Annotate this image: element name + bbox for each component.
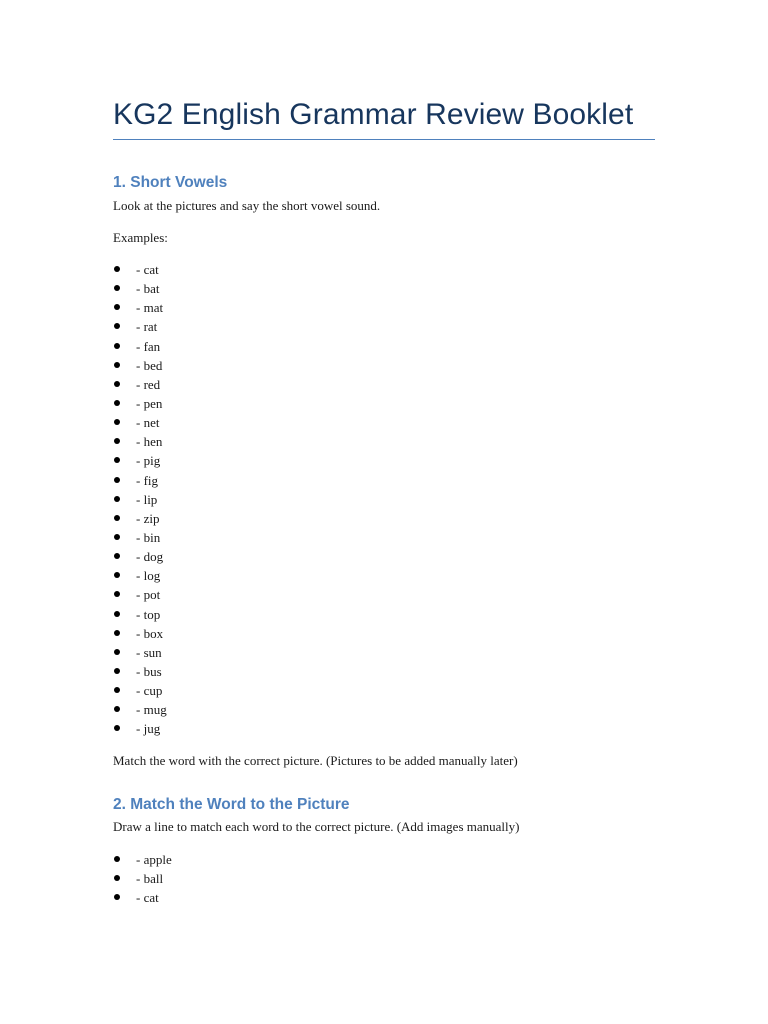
- bullet-icon: [114, 343, 120, 349]
- list-item-text: - dog: [136, 549, 164, 565]
- list-item: [113, 375, 655, 394]
- list-item-text: - cup: [136, 683, 163, 699]
- list-item-text: - lip: [136, 491, 158, 507]
- list-item-text: - mat: [136, 300, 164, 316]
- bullet-icon: [114, 457, 120, 463]
- list-item: [113, 471, 655, 490]
- bullet-icon: [114, 725, 120, 731]
- list-item: [113, 490, 655, 509]
- list-item-text: - bat: [136, 281, 160, 297]
- list-item-text: - rat: [136, 319, 158, 335]
- list-item: [113, 605, 655, 624]
- list-item: [113, 585, 655, 604]
- list-item: [113, 547, 655, 566]
- bullet-icon: [114, 875, 120, 881]
- list-item-text: - box: [136, 625, 164, 641]
- list-item-text: - fan: [136, 338, 161, 354]
- title-underline: [113, 139, 655, 140]
- bullet-icon: [114, 706, 120, 712]
- list-item-text: - jug: [136, 721, 161, 737]
- list-item: [113, 337, 655, 356]
- list-item-text: - log: [136, 568, 161, 584]
- bullet-icon: [114, 419, 120, 425]
- list-item-text: - bin: [136, 529, 161, 545]
- bullet-icon: [114, 553, 120, 559]
- list-item: [113, 413, 655, 432]
- list-item-text: - ball: [136, 870, 164, 886]
- list-item: [113, 509, 655, 528]
- bullet-icon: [114, 285, 120, 291]
- list-item-text: - pig: [136, 453, 161, 469]
- bullet-icon: [114, 438, 120, 444]
- list-item: [113, 624, 655, 643]
- bullet-icon: [114, 630, 120, 636]
- match-word-list: [113, 850, 655, 907]
- list-item-text: - top: [136, 606, 161, 622]
- list-item: [113, 719, 655, 738]
- list-item: [113, 850, 655, 869]
- list-item: [113, 317, 655, 336]
- list-item-text: - bus: [136, 663, 162, 679]
- list-item-text: - cat: [136, 262, 159, 277]
- short-vowel-word-list: [113, 260, 655, 739]
- bullet-icon: [114, 591, 120, 597]
- list-item-text: - zip: [136, 510, 160, 526]
- list-item: [113, 394, 655, 413]
- section-heading-match-word: 2. Match the Word to the Picture: [113, 795, 350, 813]
- bullet-icon: [114, 668, 120, 674]
- bullet-icon: [114, 381, 120, 387]
- bullet-icon: [114, 304, 120, 310]
- bullet-icon: [114, 611, 120, 617]
- bullet-icon: [114, 894, 120, 900]
- list-item-text: - pot: [136, 587, 161, 603]
- bullet-icon: [114, 496, 120, 502]
- list-item: [113, 869, 655, 888]
- list-item-text: - mug: [136, 702, 167, 718]
- bullet-icon: [114, 534, 120, 540]
- bullet-icon: [114, 572, 120, 578]
- bullet-icon: [114, 649, 120, 655]
- match-word-instructions: Draw a line to match each word to the correct picture. (Add images manually): [113, 818, 520, 834]
- bullet-icon: [114, 323, 120, 329]
- list-item-text: - sun: [136, 644, 162, 660]
- list-item: [113, 356, 655, 375]
- short-vowels-instructions: Look at the pictures and say the short vowel sound.: [113, 198, 381, 213]
- list-item: [113, 260, 655, 279]
- list-item: [113, 681, 655, 700]
- list-item-text: - hen: [136, 434, 163, 450]
- list-item: [113, 432, 655, 451]
- bullet-icon: [114, 400, 120, 406]
- document-page: [113, 96, 655, 907]
- list-item-text: - bed: [136, 357, 163, 373]
- list-item: [113, 662, 655, 681]
- document-title: KG2 English Grammar Review Booklet: [113, 98, 634, 131]
- bullet-icon: [114, 515, 120, 521]
- list-item: [113, 298, 655, 317]
- list-item-text: - cat: [136, 889, 159, 905]
- list-item: [113, 643, 655, 662]
- section-heading-short-vowels: 1. Short Vowels: [113, 174, 228, 191]
- list-item-text: - net: [136, 415, 160, 431]
- bullet-icon: [114, 266, 120, 272]
- list-item: [113, 279, 655, 298]
- bullet-icon: [114, 477, 120, 483]
- list-item: [113, 528, 655, 547]
- list-item: [113, 566, 655, 585]
- bullet-icon: [114, 687, 120, 693]
- list-item: [113, 451, 655, 470]
- list-item: [113, 888, 655, 907]
- bullet-icon: [114, 856, 120, 862]
- list-item-text: - red: [136, 376, 161, 392]
- list-item-text: - apple: [136, 851, 172, 867]
- list-item: [113, 700, 655, 719]
- list-item-text: - pen: [136, 395, 163, 411]
- bullet-icon: [114, 362, 120, 368]
- match-word-note: Match the word with the correct picture. (Pictures to be added manually later): [113, 752, 518, 768]
- examples-label: Examples:: [113, 230, 168, 245]
- list-item-text: - fig: [136, 472, 159, 488]
